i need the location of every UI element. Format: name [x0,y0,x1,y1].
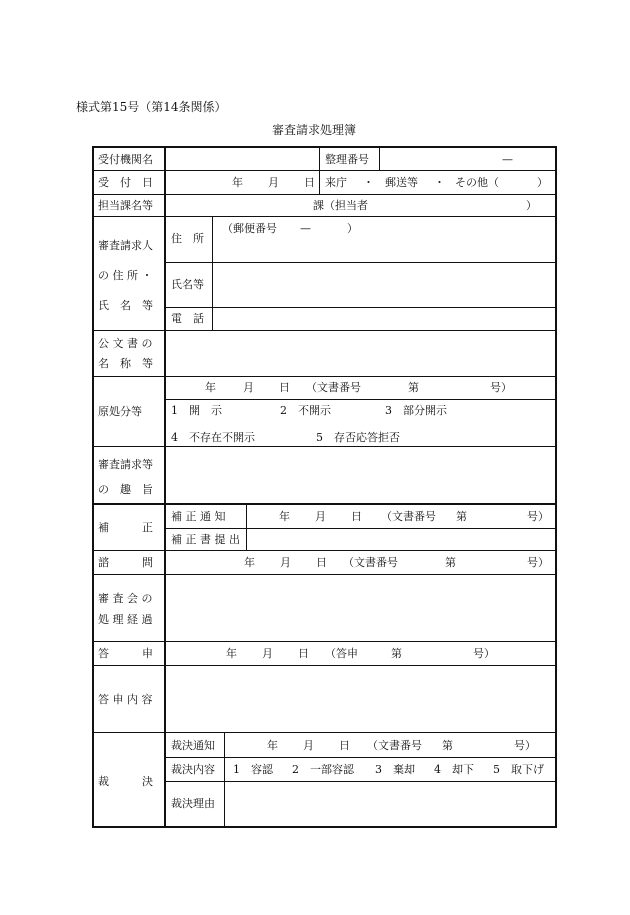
ref-number-label: 整理番号 [325,153,369,166]
address-label: 住 所 [171,232,204,245]
row-line [92,330,557,331]
row-line [165,262,557,263]
postal-close: ） [347,222,358,235]
method-visit: 来庁 [325,176,347,189]
table-border-top [92,146,557,148]
date-month: 月 [268,176,279,189]
decision-label: 裁 決 [98,775,153,788]
col-line [224,732,225,828]
consultation-dai: 第 [445,556,456,569]
decision-opt-4: 4 却下 [434,763,474,776]
department-section: 課（担当者 [313,199,368,212]
method-mail: 郵送等 [385,176,418,189]
decision-opt-3: 3 棄却 [375,763,415,776]
postal-open: （郵便番号 [222,222,277,235]
phone-label: 電 話 [171,312,204,325]
row-line [92,194,557,195]
col-line [319,146,320,194]
council-label-1: 審 査 会 の [98,592,153,605]
decision-opt-2: 2 一部容認 [292,763,354,776]
row-line [92,170,557,171]
correction-label: 補 正 [98,521,153,534]
form-number: 様式第15号（第14条関係） [76,100,227,114]
department-close: ） [526,199,537,212]
row-line-thick [92,503,557,505]
correction-year: 年 [279,510,290,523]
table-border-left [92,146,94,828]
disposition-dai: 第 [408,381,419,394]
consultation-year: 年 [244,556,255,569]
consultation-month: 月 [280,556,291,569]
disposition-day: 日 [279,381,290,394]
decision-content-label: 裁決内容 [171,763,215,776]
decision-opt-5: 5 取下げ [493,763,544,776]
decision-doc-no: （文書番号 [367,739,422,752]
disposition-opt-4: 4 不存在不開示 [171,431,255,444]
row-line [92,376,557,377]
consultation-doc-no: （文書番号 [343,556,398,569]
department-label: 担当課名等 [98,199,153,212]
applicant-label-3: 氏 名 等 [98,299,153,312]
row-line [92,550,557,551]
disposition-opt-5: 5 存否応答拒否 [316,431,400,444]
decision-notice-label: 裁決通知 [171,739,215,752]
report-day: 日 [298,647,309,660]
report-month: 月 [262,647,273,660]
report-dai: 第 [391,647,402,660]
applicant-label-2: の 住 所 ・ [98,269,153,282]
row-line [165,528,557,529]
correction-submit-label: 補 正 書 提 出 [171,533,240,546]
consultation-day: 日 [316,556,327,569]
method-dot: ・ [434,176,445,189]
row-line [165,307,557,308]
disposition-month: 月 [243,381,254,394]
name-label: 氏名等 [171,278,204,291]
method-dot: ・ [363,176,374,189]
disposition-opt-3: 3 部分開示 [385,404,447,417]
disposition-label: 原処分等 [98,405,142,418]
purpose-label-2: の 趣 旨 [98,483,153,496]
decision-year: 年 [267,739,278,752]
report-content-label: 答 申 内 容 [98,693,153,706]
decision-opt-1: 1 容認 [233,763,273,776]
row-line [92,732,557,733]
row-line [92,574,557,575]
table-border-right [555,146,557,828]
document-label-1: 公 文 書 の [98,337,153,350]
consultation-label: 諮 問 [98,556,153,569]
ref-number-dash: — [502,153,513,166]
row-line [165,399,557,400]
council-label-2: 処 理 経 過 [98,613,153,626]
correction-notice-label: 補 正 通 知 [171,510,226,523]
document-label-2: 名 称 等 [98,357,153,370]
decision-dai: 第 [442,739,453,752]
reception-date-label: 受 付 日 [98,176,153,189]
report-no: （答申 [325,647,358,660]
correction-go: 号） [527,510,549,523]
disposition-opt-1: 1 開 示 [171,404,222,417]
correction-day: 日 [351,510,362,523]
consultation-go: 号） [527,556,549,569]
disposition-go: 号） [490,381,512,394]
decision-month: 月 [303,739,314,752]
col-line [379,146,380,170]
decision-go: 号） [514,739,536,752]
decision-day: 日 [339,739,350,752]
agency-label: 受付機関名 [98,153,153,166]
decision-reason-label: 裁決理由 [171,797,215,810]
disposition-doc-no: （文書番号 [306,381,361,394]
col-line [246,503,247,550]
date-year: 年 [232,176,243,189]
row-line [92,641,557,642]
table-border-bottom [92,826,557,828]
disposition-year: 年 [205,381,216,394]
method-other: その他（ [455,176,499,189]
page-title: 審査請求処理簿 [272,123,357,137]
report-year: 年 [226,647,237,660]
purpose-label-1: 審査請求等 [98,458,153,471]
postal-dash: — [300,222,311,235]
col-line [212,216,213,330]
report-go: 号） [473,647,495,660]
disposition-opt-2: 2 不開示 [280,404,331,417]
correction-doc-no: （文書番号 [381,510,436,523]
row-line [92,216,557,217]
applicant-label-1: 審査請求人 [98,239,153,252]
correction-dai: 第 [456,510,467,523]
row-line [92,665,557,666]
label-column-divider [164,146,166,828]
row-line [92,446,557,447]
correction-month: 月 [315,510,326,523]
method-other-close: ） [537,176,548,189]
report-label: 答 申 [98,647,153,660]
date-day: 日 [304,176,315,189]
